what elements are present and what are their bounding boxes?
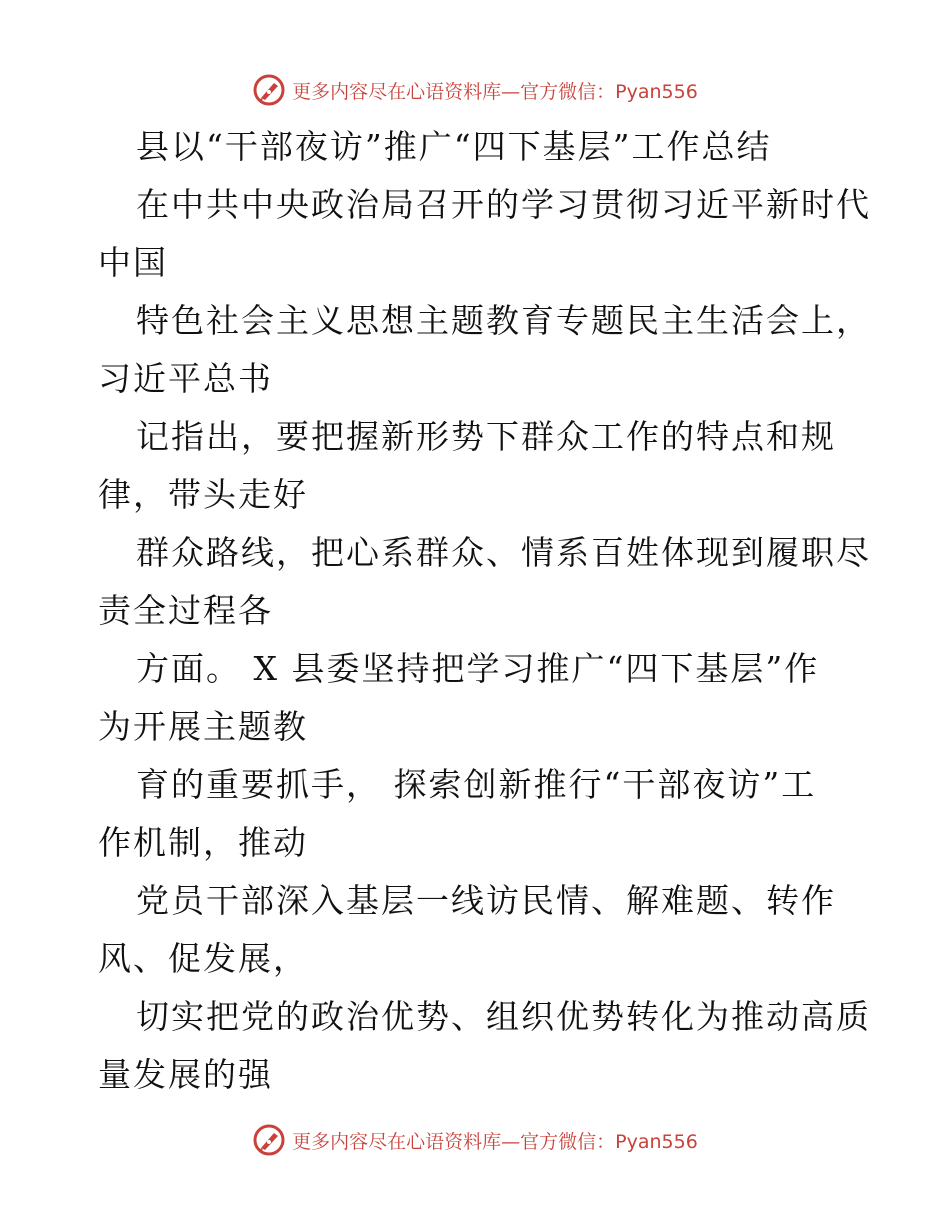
document-body — [98, 118, 871, 1104]
text-line: 县以“干部夜访”推广“四下基层”工作总结 — [136, 127, 772, 166]
text-line: 量发展的强 — [98, 1055, 273, 1094]
text-line: 切实把党的政治优势、组织优势转化为推动高质 — [136, 997, 871, 1036]
text-line: 作机制，推动 — [98, 823, 308, 862]
pen-logo-icon — [252, 1123, 286, 1157]
footer-watermark — [0, 1120, 950, 1160]
text-line: 方面。 X 县委坚持把学习推广“四下基层”作 — [136, 649, 820, 688]
text-line: 记指出，要把握新形势下群众工作的特点和规 — [136, 417, 836, 456]
text-line: 责全过程各 — [98, 591, 273, 630]
text-line: 中国 — [98, 243, 168, 282]
text-line: 在中共中央政治局召开的学习贯彻习近平新时代 — [136, 185, 871, 224]
watermark-text: 更多内容尽在心语资料库—官方微信：Pyan556 — [292, 80, 698, 103]
text-line: 风、促发展， — [98, 939, 308, 978]
text-line: 特色社会主义思想主题教育专题民主生活会上， — [136, 301, 871, 340]
text-line: 育的重要抓手， 探索创新推行“干部夜访”工 — [136, 765, 817, 804]
text-line: 习近平总书 — [98, 359, 273, 398]
watermark-text: 更多内容尽在心语资料库—官方微信：Pyan556 — [292, 1130, 698, 1153]
header-watermark — [0, 70, 950, 110]
text-line: 律，带头走好 — [98, 475, 308, 514]
text-line: 群众路线，把心系群众、情系百姓体现到履职尽 — [136, 533, 871, 572]
pen-logo-icon — [252, 73, 286, 107]
text-line: 为开展主题教 — [98, 707, 308, 746]
text-line: 党员干部深入基层一线访民情、解难题、转作 — [136, 881, 836, 920]
